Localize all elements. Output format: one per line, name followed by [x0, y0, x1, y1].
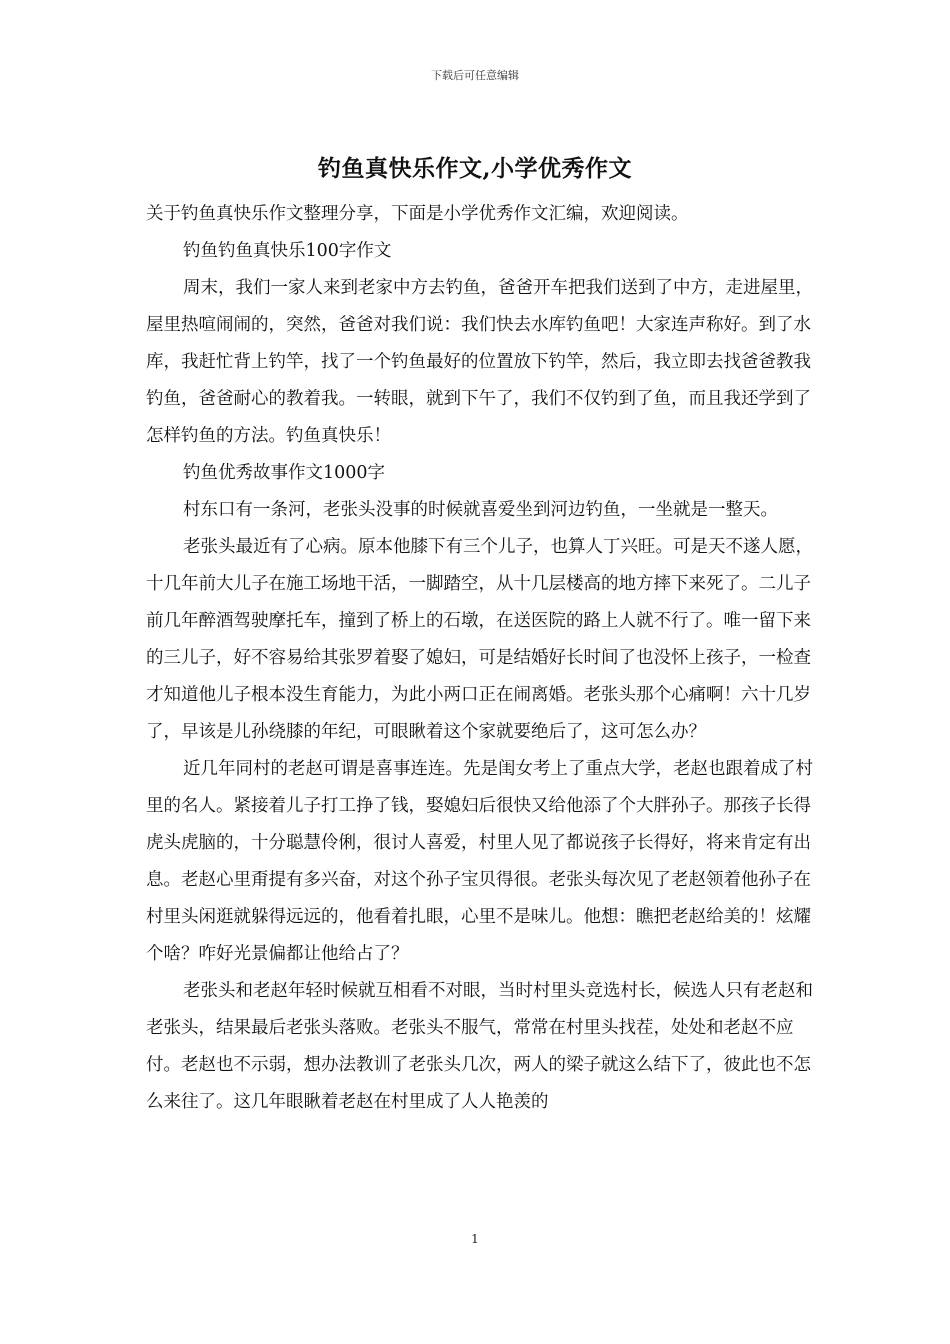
paragraph-5: 老张头和老赵年轻时候就互相看不对眼，当时村里头竞选村长，候选人只有老赵和老张头，结果最后老张头落败。老张头不服气，常常在村里头找茬，处处和老赵不应付。老赵也不示弱，想办法教训了老张头几次，两人的梁子就这么结下了，彼此也不怎么来往了。这几年眼瞅着老赵在村里成了人人艳羡的 — [146, 981, 813, 1112]
header-note: 下载后可任意编辑 — [431, 69, 519, 82]
paragraph-1: 周末，我们一家人来到老家中方去钓鱼，爸爸开车把我们送到了中方，走进屋里，屋里热喧闹闹的，突然，爸爸对我们说：我们快去水库钓鱼吧！大家连声称好。到了水库，我赶忙背上钓竿，找了一个钓鱼最好的位置放下钓竿，然后，我立即去找爸爸教我钓鱼，爸爸耐心的教着我。一转眼，就到下午了，我们不仅钓到了鱼，而且我还学到了怎样钓鱼的方法。钓鱼真快乐！ — [146, 278, 813, 446]
page-number: 1 — [471, 1232, 479, 1246]
paragraph-2: 村东口有一条河，老张头没事的时候就喜爱坐到河边钓鱼，一坐就是一整天。 — [183, 500, 778, 520]
section-heading-1: 钓鱼钓鱼真快乐100字作文 — [183, 241, 392, 261]
intro-paragraph: 关于钓鱼真快乐作文整理分享，下面是小学优秀作文汇编，欢迎阅读。 — [146, 204, 689, 224]
document-body — [146, 196, 822, 1121]
page-title: 钓鱼真快乐作文,小学优秀作文 — [317, 155, 632, 182]
paragraph-4: 近几年同村的老赵可谓是喜事连连。先是闺女考上了重点大学，老赵也跟着成了村里的名人。紧接着儿子打工挣了钱，娶媳妇后很快又给他添了个大胖孙子。那孩子长得虎头虎脑的，十分聪慧伶俐，很讨人喜爱，村里人见了都说孩子长得好，将来肯定有出息。老赵心里甭提有多兴奋，对这个孙子宝贝得很。老张头每次见了老赵领着他孙子在村里头闲逛就躲得远远的，他看着扎眼，心里不是味儿。他想：瞧把老赵给美的！炫耀个啥？咋好光景偏都让他给占了？ — [146, 759, 813, 964]
section-heading-2: 钓鱼优秀故事作文1000字 — [183, 463, 386, 483]
paragraph-3: 老张头最近有了心病。原本他膝下有三个儿子，也算人丁兴旺。可是天不遂人愿，十几年前大儿子在施工场地干活，一脚踏空，从十几层楼高的地方摔下来死了。二儿子前几年醉酒驾驶摩托车，撞到了桥上的石墩，在送医院的路上人就不行了。唯一留下来的三儿子，好不容易给其张罗着娶了媳妇，可是结婚好长时间了也没怀上孩子，一检查才知道他儿子根本没生育能力，为此小两口正在闹离婚。老张头那个心痛啊！六十几岁了，早该是儿孙绕膝的年纪，可眼瞅着这个家就要绝后了，这可怎么办？ — [146, 537, 813, 742]
